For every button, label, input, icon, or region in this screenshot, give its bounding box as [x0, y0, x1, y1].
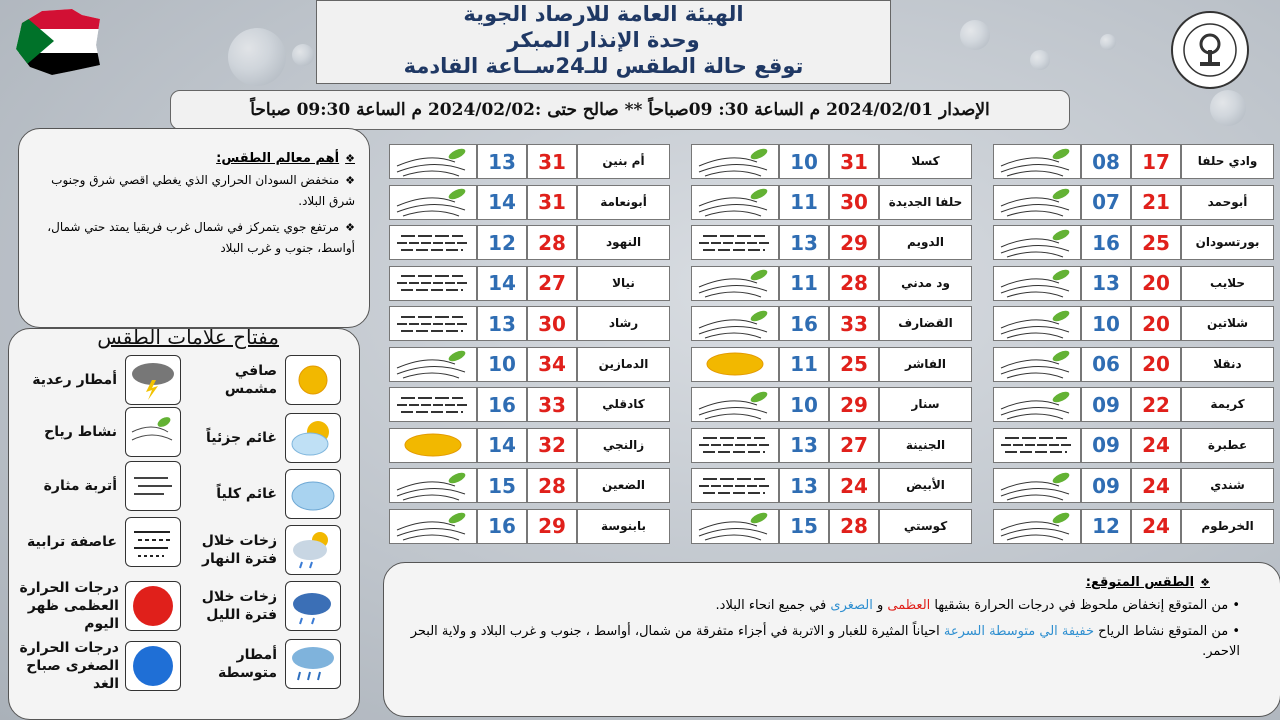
max-temp: 30 — [829, 185, 879, 220]
expected-heading: ❖الطقس المتوقع: — [1085, 575, 1210, 590]
max-temp: 31 — [829, 144, 879, 179]
forecast-row — [389, 266, 670, 303]
city-name: الضعين — [577, 468, 670, 503]
wind-icon — [993, 266, 1081, 301]
issue-validity-bar: الإصدار 2024/02/01 م الساعة 30: 09صباحاً ** صالح حتى :2024/02/02 م الساعة 09:30 صباحاً — [170, 90, 1070, 130]
max-temp: 24 — [1131, 509, 1181, 544]
max-temp: 29 — [829, 225, 879, 260]
max-temp: 29 — [527, 509, 577, 544]
city-name: ود مدني — [879, 266, 972, 301]
expected-weather-panel — [383, 562, 1280, 717]
min-temp: 14 — [477, 266, 527, 301]
legend-item-min-temp: درجات الحرارة الصغرى صباح الغد — [9, 639, 181, 693]
city-name: بورتسودان — [1181, 225, 1274, 260]
city-name: أبونعامة — [577, 185, 670, 220]
max-temp: 25 — [1131, 225, 1181, 260]
city-name: النهود — [577, 225, 670, 260]
forecast-row — [691, 428, 972, 465]
partly-cloudy-icon — [285, 413, 341, 463]
min-temp: 14 — [477, 185, 527, 220]
min-temp: 12 — [1081, 509, 1131, 544]
forecast-row — [389, 387, 670, 424]
header-title-box — [316, 0, 891, 84]
max-temp: 29 — [829, 387, 879, 422]
min-temp: 13 — [779, 225, 829, 260]
droplet — [960, 20, 990, 50]
city-name: أبوحمد — [1181, 185, 1274, 220]
city-name: نيالا — [577, 266, 670, 301]
city-name: الخرطوم — [1181, 509, 1274, 544]
forecast-row — [691, 387, 972, 424]
max-temp: 24 — [829, 468, 879, 503]
max-temp: 20 — [1131, 306, 1181, 341]
legend-item-thunder: أمطار رعدية — [17, 355, 181, 405]
wind-icon — [993, 306, 1081, 341]
city-name: كوستي — [879, 509, 972, 544]
legend-item-max-temp: درجات الحرارة العظمى ظهر اليوم — [9, 579, 181, 633]
wind-icon — [993, 144, 1081, 179]
forecast-row — [389, 509, 670, 546]
unit-name: وحدة الإنذار المبكر — [507, 28, 700, 52]
max-temp: 34 — [527, 347, 577, 382]
sun-icon — [285, 355, 341, 405]
min-temp: 13 — [477, 306, 527, 341]
thunderstorm-icon — [125, 355, 181, 405]
min-temp: 16 — [477, 387, 527, 422]
min-temp: 13 — [1081, 266, 1131, 301]
min-temp: 16 — [1081, 225, 1131, 260]
city-name: بابنوسة — [577, 509, 670, 544]
wind-icon — [125, 407, 181, 457]
max-temp: 28 — [829, 266, 879, 301]
droplet — [1210, 90, 1246, 126]
dust-icon — [691, 468, 779, 503]
max-temp: 20 — [1131, 266, 1181, 301]
city-name: الدويم — [879, 225, 972, 260]
forecast-row — [993, 306, 1274, 343]
wind-icon — [993, 387, 1081, 422]
wind-icon — [389, 468, 477, 503]
forecast-row — [691, 185, 972, 222]
max-temp: 30 — [527, 306, 577, 341]
wind-icon — [993, 509, 1081, 544]
min-temp: 06 — [1081, 347, 1131, 382]
expected-paragraph-2: • من المتوقع نشاط الرياح خفيفة الي متوسطة السرعة احياناً المثيرة للغبار و الاتربة في أجزاء متفرقة من شمال، أواسط ، جنوب و غرب البلاد و ولاية البحر الاحمر. — [410, 624, 1240, 659]
min-temp: 09 — [1081, 468, 1131, 503]
feature-item: ❖منخفض السودان الحراري الذي يغطي اقصي شرق وجنوب شرق البلاد. — [51, 173, 355, 208]
wind-icon — [389, 509, 477, 544]
max-temp: 24 — [1131, 428, 1181, 463]
dust-icon — [389, 387, 477, 422]
wind-icon — [691, 306, 779, 341]
city-name: كادقلي — [577, 387, 670, 422]
max-temp: 27 — [527, 266, 577, 301]
max-temp: 22 — [1131, 387, 1181, 422]
forecast-row — [993, 144, 1274, 181]
city-name: كسلا — [879, 144, 972, 179]
forecast-row — [993, 468, 1274, 505]
min-temp: 15 — [477, 468, 527, 503]
forecast-row — [691, 225, 972, 262]
legend-item-duststorm: عاصفة ترابية — [17, 517, 181, 567]
min-temp: 07 — [1081, 185, 1131, 220]
max-temp: 28 — [829, 509, 879, 544]
forecast-row — [993, 266, 1274, 303]
city-name: الفاشر — [879, 347, 972, 382]
forecast-row — [389, 468, 670, 505]
forecast-row — [993, 347, 1274, 384]
min-temp: 09 — [1081, 387, 1131, 422]
city-name: كريمة — [1181, 387, 1274, 422]
feature-item: ❖مرتفع جوي يتمركز في شمال غرب فريقيا يمتد حتي شمال، أواسط، جنوب و غرب البلاد — [47, 220, 355, 255]
min-temp: 09 — [1081, 428, 1131, 463]
min-temp: 10 — [477, 347, 527, 382]
min-temp: 15 — [779, 509, 829, 544]
max-temp: 31 — [527, 185, 577, 220]
city-name: الجنينة — [879, 428, 972, 463]
max-temp: 28 — [527, 225, 577, 260]
dust-icon — [691, 428, 779, 463]
weather-legend-panel — [8, 325, 360, 720]
day-showers-icon — [285, 525, 341, 575]
sun-icon — [389, 428, 477, 463]
dust-icon — [993, 428, 1081, 463]
wind-icon — [691, 509, 779, 544]
legend-item-cloudy: غائم كلياً — [187, 469, 341, 519]
legend-item-dust: أتربة مثارة — [17, 461, 181, 511]
forecast-row — [993, 185, 1274, 222]
min-temp: 14 — [477, 428, 527, 463]
city-name: الدمازين — [577, 347, 670, 382]
max-temp: 20 — [1131, 347, 1181, 382]
legend-item-night-showers: زخات خلال فترة الليل — [187, 581, 341, 631]
sun-icon — [691, 347, 779, 382]
city-name: شندي — [1181, 468, 1274, 503]
wind-icon — [389, 185, 477, 220]
min-temp: 11 — [779, 347, 829, 382]
min-temp: 10 — [779, 144, 829, 179]
legend-item-sunny: صافي مشمس — [217, 355, 341, 405]
min-temp: 13 — [477, 144, 527, 179]
sudan-flag-icon — [12, 5, 102, 77]
wind-icon — [691, 387, 779, 422]
features-heading: ❖أهم معالم الطقس: — [216, 151, 355, 166]
droplet — [1030, 50, 1050, 70]
legend-item-day-showers: زخات خلال فترة النهار — [187, 525, 341, 575]
wind-icon — [993, 185, 1081, 220]
forecast-row — [993, 428, 1274, 465]
droplet — [228, 28, 286, 86]
dust-icon — [389, 306, 477, 341]
expected-paragraph-1: • من المتوقع إنخفاض ملحوظ في درجات الحرارة بشقيها العظمى و الصغرى في جميع انحاء البلاد. — [715, 598, 1240, 613]
wind-icon — [389, 144, 477, 179]
min-temp: 11 — [779, 266, 829, 301]
forecast-row — [691, 266, 972, 303]
night-showers-icon — [285, 581, 341, 631]
forecast-row — [389, 306, 670, 343]
forecast-row — [993, 225, 1274, 262]
max-temp: 21 — [1131, 185, 1181, 220]
wind-icon — [691, 185, 779, 220]
weather-features-panel — [18, 128, 370, 328]
forecast-row — [691, 306, 972, 343]
city-name: حلفا الجديدة — [879, 185, 972, 220]
city-name: الأبيض — [879, 468, 972, 503]
forecast-row — [389, 185, 670, 222]
min-temp: 13 — [779, 468, 829, 503]
max-temp: 17 — [1131, 144, 1181, 179]
dust-icon — [389, 225, 477, 260]
forecast-row — [389, 428, 670, 465]
city-name: وادي حلفا — [1181, 144, 1274, 179]
legend-item-moderate-rain: أمطار متوسطة — [187, 639, 341, 689]
wind-icon — [993, 468, 1081, 503]
min-temp: 10 — [1081, 306, 1131, 341]
forecast-row — [691, 144, 972, 181]
forecast-row — [691, 468, 972, 505]
wind-icon — [993, 347, 1081, 382]
wind-icon — [691, 144, 779, 179]
city-name: رشاد — [577, 306, 670, 341]
authority-name: الهيئة العامة للارصاد الجوية — [463, 2, 744, 26]
droplet — [292, 44, 314, 66]
city-name: القضارف — [879, 306, 972, 341]
min-temp: 16 — [779, 306, 829, 341]
red-circle-icon — [125, 581, 181, 631]
wind-icon — [389, 347, 477, 382]
dust-icon — [691, 225, 779, 260]
city-name: أم بنين — [577, 144, 670, 179]
city-name: شلاتين — [1181, 306, 1274, 341]
forecast-title: توقع حالة الطقس للـ24ســاعة القادمة — [403, 54, 804, 78]
rain-icon — [285, 639, 341, 689]
max-temp: 25 — [829, 347, 879, 382]
min-temp: 10 — [779, 387, 829, 422]
min-temp: 16 — [477, 509, 527, 544]
max-temp: 33 — [527, 387, 577, 422]
forecast-row — [389, 347, 670, 384]
max-temp: 27 — [829, 428, 879, 463]
droplet — [1100, 34, 1116, 50]
city-name: دنقلا — [1181, 347, 1274, 382]
dust-icon — [389, 266, 477, 301]
max-temp: 24 — [1131, 468, 1181, 503]
city-name: زالنجي — [577, 428, 670, 463]
wind-icon — [691, 266, 779, 301]
min-temp: 13 — [779, 428, 829, 463]
min-temp: 11 — [779, 185, 829, 220]
legend-item-partly-cloudy: غائم جزئياً — [187, 413, 341, 463]
min-temp: 12 — [477, 225, 527, 260]
forecast-row — [691, 347, 972, 384]
city-name: حلايب — [1181, 266, 1274, 301]
cloudy-icon — [285, 469, 341, 519]
max-temp: 31 — [527, 144, 577, 179]
max-temp: 33 — [829, 306, 879, 341]
city-name: سنار — [879, 387, 972, 422]
min-temp: 08 — [1081, 144, 1131, 179]
duststorm-icon — [125, 517, 181, 567]
forecast-row — [389, 144, 670, 181]
forecast-row — [993, 387, 1274, 424]
legend-item-wind: نشاط رياح — [17, 407, 181, 457]
max-temp: 28 — [527, 468, 577, 503]
blue-circle-icon — [125, 641, 181, 691]
legend-title: مفتاح علامات الطقس — [97, 325, 279, 349]
forecast-row — [691, 509, 972, 546]
city-name: عطبرة — [1181, 428, 1274, 463]
forecast-row — [389, 225, 670, 262]
forecast-row — [993, 509, 1274, 546]
dust-icon — [125, 461, 181, 511]
wind-icon — [993, 225, 1081, 260]
max-temp: 32 — [527, 428, 577, 463]
meteorological-authority-logo-icon — [1170, 10, 1250, 90]
